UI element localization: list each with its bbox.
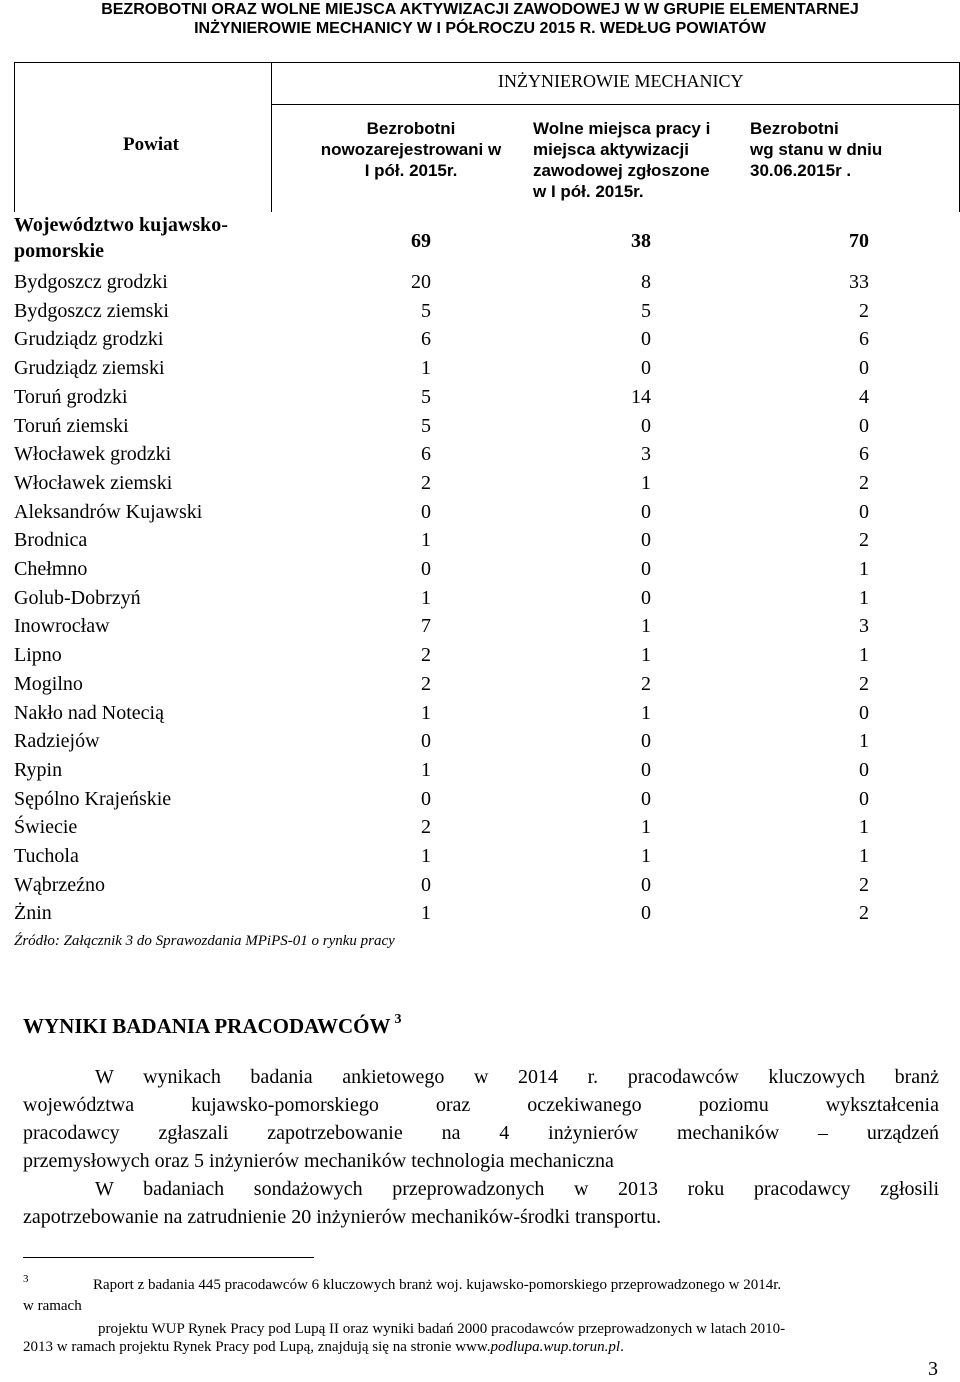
row-col1: 5 (421, 385, 431, 408)
table-row (14, 584, 869, 612)
row-col1: 1 (421, 902, 431, 925)
row-name: Włocławek grodzki (14, 443, 172, 466)
footnote-link[interactable]: podlupa.wup.torun.pl (490, 1339, 621, 1355)
row-name: Tuchola (14, 845, 79, 867)
row-col3: 0 (859, 758, 869, 781)
row-col1: 20 (411, 271, 431, 293)
row-col3: 4 (859, 385, 869, 408)
table-row (14, 297, 869, 325)
row-name: Sępólno Krajeńskie (14, 787, 172, 810)
row-col1: 1 (421, 845, 431, 867)
row-name: Aleksandrów Kujawski (14, 500, 203, 523)
row-col1: 2 (421, 672, 431, 695)
total-c2: 38 (631, 230, 651, 252)
row-col2: 2 (641, 672, 651, 695)
row-name: Wąbrzeźno (14, 873, 106, 896)
table-row (14, 899, 869, 927)
table-row (14, 813, 869, 841)
row-col2: 0 (641, 558, 651, 580)
row-col3: 6 (859, 443, 869, 466)
footnote-line-3: projektu WUP Rynek Pracy pod Lupą II oraz wyniki badań 2000 pracodawców przeprowadzonych w latach 2010- (98, 1321, 786, 1337)
table-group-divider (271, 104, 960, 105)
table-row (14, 325, 869, 353)
row-col2: 8 (641, 271, 651, 293)
table-row (14, 871, 869, 899)
row-col2: 0 (641, 758, 651, 781)
row-col2: 5 (641, 299, 651, 322)
row-name: Mogilno (14, 672, 83, 695)
footnote-ref: 3 (394, 1012, 402, 1027)
total-name: Województwo kujawsko- pomorskie (14, 214, 228, 262)
table-row (14, 555, 869, 583)
header-col1: Bezrobotni nowozarejestrowani w I pół. 2015r. (320, 119, 502, 180)
row-col2: 0 (641, 357, 651, 380)
row-col3: 33 (849, 271, 869, 293)
row-name: Radziejów (14, 730, 100, 753)
table-row (14, 354, 869, 382)
row-col2: 0 (641, 328, 651, 351)
row-name: Golub-Dobrzyń (14, 586, 141, 609)
table-row (14, 699, 869, 727)
row-col1: 0 (421, 787, 431, 810)
footnote-line-4: 2013 w ramach projektu Rynek Pracy pod Lupą, znajdują się na stronie www.podlupa.wup.torun.pl. (23, 1339, 624, 1355)
footnote-line-1: $^3$ Raport z badania 445 pracodawców 6 kluczowych branż woj. kujawsko-pomorskiego przeprowadzonego w 2014r. (23, 1273, 782, 1293)
row-col2: 1 (641, 644, 651, 667)
row-col2: 1 (641, 816, 651, 839)
row-name: Włocławek ziemski (14, 471, 173, 494)
row-col3: 2 (859, 299, 869, 322)
row-col2: 0 (641, 902, 651, 925)
header-col3: Bezrobotni wg stanu w dniu 30.06.2015r . (750, 119, 883, 180)
row-col2: 0 (641, 787, 651, 810)
table-row (14, 412, 869, 440)
row-col1: 2 (421, 471, 431, 494)
row-name: Chełmno (14, 558, 88, 580)
paragraph-2: W badaniach sondażowych przeprowadzonych w 2013 roku pracodawcy zgłosili zapotrzebowanie na zatrudnienie 20 inżynierów mechaników-środki transportu. (23, 1178, 939, 1228)
source-note: Źródło: Załącznik 3 do Sprawozdania MPiPS-01 o rynku pracy (14, 933, 395, 949)
total-row (14, 212, 869, 268)
row-name: Bydgoszcz grodzki (14, 271, 168, 293)
table-col-divider (271, 62, 272, 212)
section-title: WYNIKI BADANIA PRACODAWCÓW $^3$ (23, 1012, 402, 1038)
row-col1: 0 (421, 500, 431, 523)
row-name: Świecie (14, 816, 78, 839)
row-col1: 5 (421, 414, 431, 437)
footnote-rule (23, 1257, 314, 1258)
row-col3: 2 (859, 529, 869, 552)
page-title (20, 0, 940, 38)
row-col3: 0 (859, 701, 869, 724)
row-col1: 6 (421, 328, 431, 351)
row-col3: 1 (859, 586, 869, 609)
row-col3: 1 (859, 845, 869, 867)
header-powiat: Powiat (123, 134, 179, 155)
table-row (14, 498, 869, 526)
row-col2: 1 (641, 701, 651, 724)
page-number: 3 (928, 1358, 938, 1380)
row-col3: 0 (859, 357, 869, 380)
title-line-2: INŻYNIEROWIE MECHANICY W I PÓŁROCZU 2015 R. WEDŁUG POWIATÓW (194, 20, 766, 37)
table-row (14, 268, 869, 296)
table-row (14, 670, 869, 698)
row-name: Inowrocław (14, 615, 110, 638)
row-col1: 7 (421, 615, 431, 638)
row-col1: 1 (421, 758, 431, 781)
row-col2: 1 (641, 471, 651, 494)
row-col3: 1 (859, 816, 869, 839)
row-name: Nakło nad Notecią (14, 701, 164, 724)
row-col2: 0 (641, 414, 651, 437)
table-row (14, 383, 869, 411)
row-col1: 1 (421, 529, 431, 552)
row-col3: 1 (859, 730, 869, 753)
row-name: Brodnica (14, 529, 88, 552)
row-col2: 1 (641, 845, 651, 867)
table-row (14, 469, 869, 497)
table-left-border (14, 62, 15, 212)
paragraph-1: W wynikach badania ankietowego w 2014 r. pracodawców kluczowych branż województwa kujawsko-pomorskiego oraz oczekiwanego poziomu wykształcenia pracodawcy zgłaszali zapotrzebowanie na 4 inżynierów mechaników – urządzeń przemysłowych oraz 5 inżynierów mechaników technologia mechaniczna (23, 1066, 939, 1172)
table-row (14, 785, 869, 813)
table-row (14, 641, 869, 669)
row-col2: 3 (641, 443, 651, 466)
row-col2: 1 (641, 615, 651, 638)
row-col3: 3 (859, 615, 869, 638)
row-name: Bydgoszcz ziemski (14, 299, 169, 322)
row-col1: 1 (421, 586, 431, 609)
row-name: Rypin (14, 758, 63, 781)
row-name: Toruń ziemski (14, 414, 129, 437)
row-col1: 1 (421, 701, 431, 724)
group-header: INŻYNIEROWIE MECHANICY (498, 71, 744, 91)
title-line-1: BEZROBOTNI ORAZ WOLNE MIEJSCA AKTYWIZACJI ZAWODOWEJ W W GRUPIE ELEMENTARNEJ (101, 1, 859, 18)
header-col2: Wolne miejsca pracy i miejsca aktywizacji zawodowej zgłoszone w I pół. 2015r. (533, 119, 711, 201)
table-row (14, 727, 869, 755)
row-col3: 0 (859, 500, 869, 523)
row-col1: 0 (421, 558, 431, 580)
row-name: Grudziądz grodzki (14, 328, 164, 351)
row-col3: 1 (859, 558, 869, 580)
row-col1: 2 (421, 644, 431, 667)
row-name: Grudziądz ziemski (14, 357, 165, 380)
row-col3: 2 (859, 672, 869, 695)
row-col2: 0 (641, 500, 651, 523)
row-name: Lipno (14, 644, 62, 667)
row-col1: 6 (421, 443, 431, 466)
row-col3: 2 (859, 471, 869, 494)
row-col3: 2 (859, 902, 869, 925)
total-c3: 70 (849, 230, 869, 252)
table-row (14, 526, 869, 554)
row-col1: 1 (421, 357, 431, 380)
row-col2: 0 (641, 586, 651, 609)
row-col3: 2 (859, 873, 869, 896)
row-name: Żnin (14, 902, 52, 925)
table-row (14, 756, 869, 784)
row-col3: 0 (859, 414, 869, 437)
row-col2: 0 (641, 730, 651, 753)
row-col3: 0 (859, 787, 869, 810)
table-row (14, 842, 869, 870)
row-col2: 0 (641, 529, 651, 552)
total-c1: 69 (411, 230, 431, 252)
row-col2: 0 (641, 873, 651, 896)
row-col3: 6 (859, 328, 869, 351)
table-top-border (14, 62, 960, 63)
row-col1: 0 (421, 730, 431, 753)
table-row (14, 440, 869, 468)
row-col1: 0 (421, 873, 431, 896)
row-col3: 1 (859, 644, 869, 667)
row-col1: 2 (421, 816, 431, 839)
row-name: Toruń grodzki (14, 385, 128, 408)
table-row (14, 612, 869, 640)
row-col1: 5 (421, 299, 431, 322)
row-col2: 14 (631, 385, 651, 408)
footnote-line-2: w ramach (23, 1298, 82, 1314)
